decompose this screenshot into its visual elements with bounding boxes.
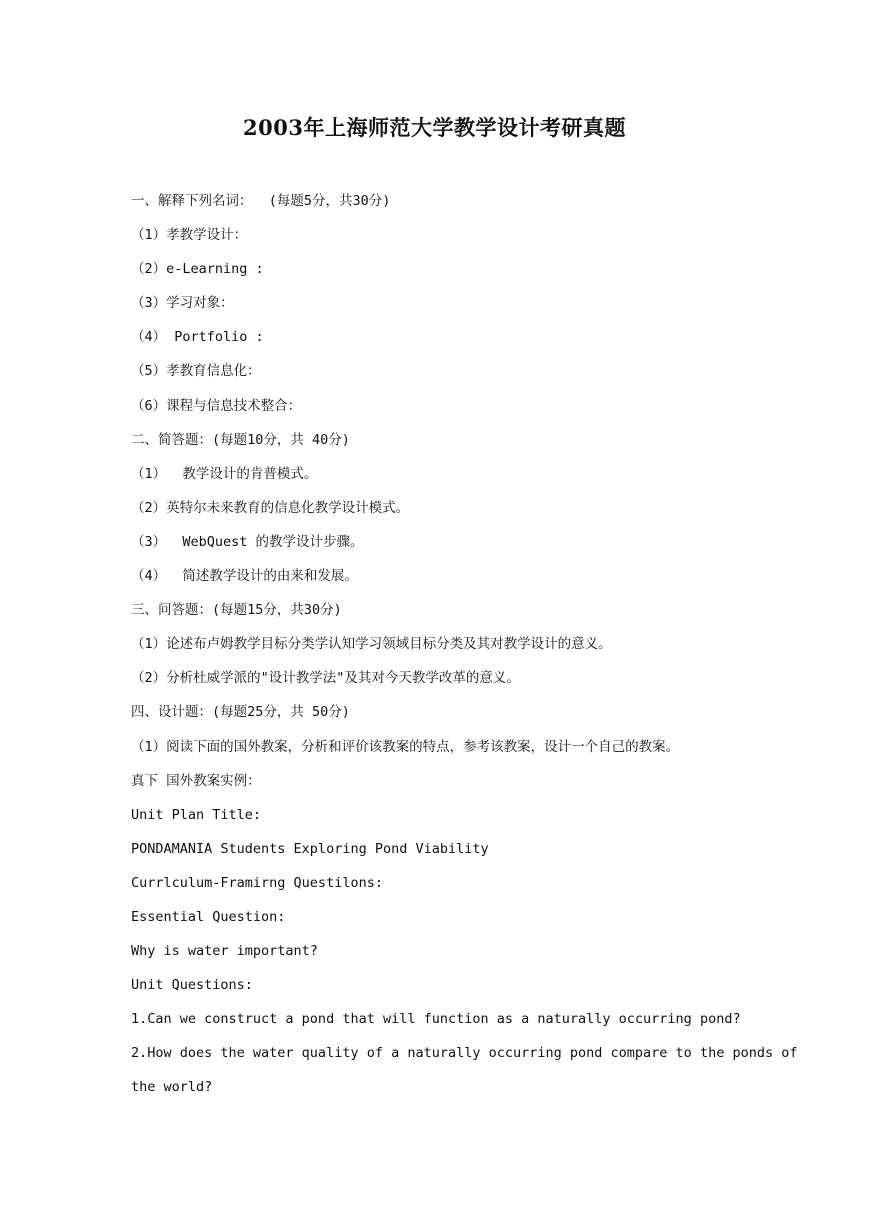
text-line: 真下 国外教案实例： bbox=[131, 772, 261, 789]
text-line: 1.Can we construct a pond that will function as a naturally occurring pond? bbox=[131, 1011, 741, 1028]
text-line: （1） 教学设计的肯普模式。 bbox=[131, 465, 318, 482]
document-body bbox=[131, 188, 798, 1109]
text-line: （6）课程与信息技术整合： bbox=[131, 397, 302, 414]
document-title: 2003年上海师范大学教学设计考研真题 bbox=[243, 115, 626, 140]
text-line: Why is water important? bbox=[131, 943, 318, 960]
section-heading-3: 三、问答题：(每题15分，共30分) bbox=[131, 602, 342, 619]
text-line: 2.How does the water quality of a naturally occurring pond compare to the ponds of bbox=[131, 1045, 798, 1062]
text-line: （2）分析杜威学派的"设计教学法"及其对今天教学改革的意义。 bbox=[131, 670, 520, 687]
text-line: （4） 简述教学设计的由来和发展。 bbox=[131, 568, 358, 585]
text-line: （1）孝教学设计： bbox=[131, 227, 248, 244]
section-heading-4: 四、设计题：(每题25分，共 50分) bbox=[131, 704, 350, 721]
text-line: PONDAMANIA Students Exploring Pond Viability bbox=[131, 840, 489, 857]
text-line: （5）孝教育信息化： bbox=[131, 363, 261, 380]
text-line: （2）英特尔未来教育的信息化教学设计模式。 bbox=[131, 499, 410, 516]
section-heading-2: 二、简答题：(每题10分，共 40分) bbox=[131, 431, 350, 448]
text-line: Currlculum-Framirng Questilons: bbox=[131, 874, 383, 891]
text-line: Essential Question: bbox=[131, 908, 286, 925]
text-line: （4） Portfolio : bbox=[131, 329, 264, 346]
text-line: （1）阅读下面的国外教案，分析和评价该教案的特点，参考该教案，设计一个自己的教案。 bbox=[131, 738, 680, 755]
text-line: （2）e-Learning : bbox=[131, 261, 264, 278]
text-line: Unit Plan Title: bbox=[131, 806, 262, 823]
text-line: Unit Questions: bbox=[131, 977, 253, 994]
text-line: （3） WebQuest 的教学设计步骤。 bbox=[131, 533, 364, 550]
text-line: the world? bbox=[131, 1079, 213, 1096]
text-line: （3）学习对象： bbox=[131, 295, 234, 312]
text-line: （1）论述布卢姆教学目标分类学认知学习领域目标分类及其对教学设计的意义。 bbox=[131, 636, 612, 653]
section-heading-1: 一、解释下列名词： (每题5分，共30分) bbox=[131, 193, 391, 209]
